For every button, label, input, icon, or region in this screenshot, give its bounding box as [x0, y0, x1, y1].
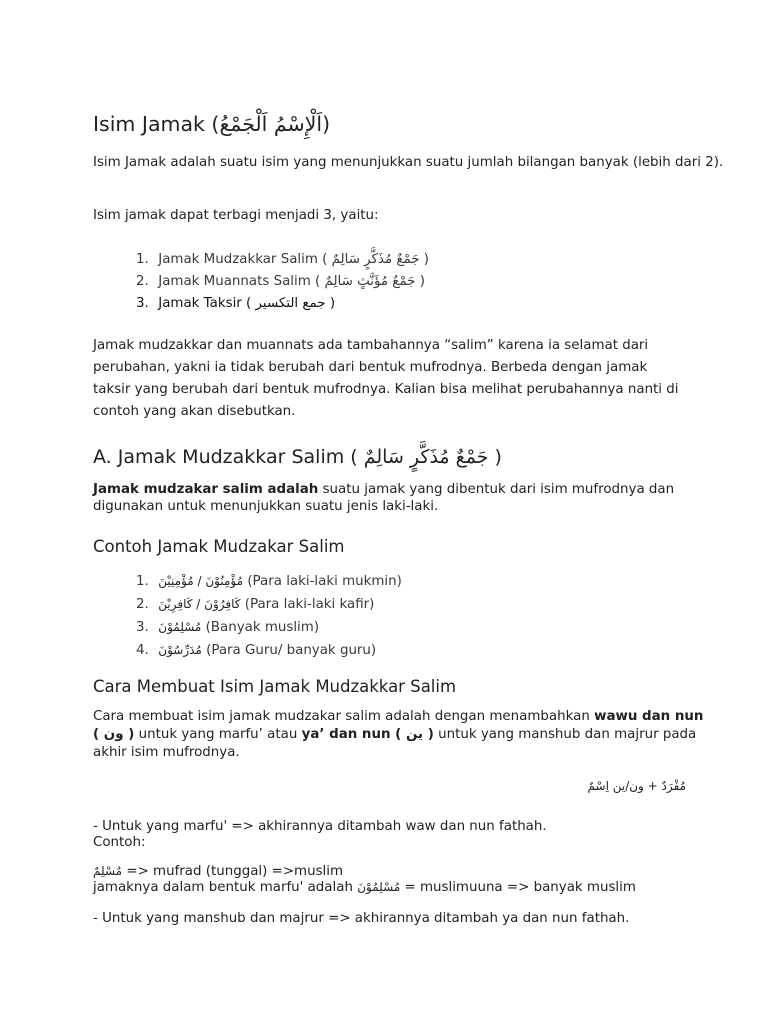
types-list: [93, 249, 728, 315]
list-item: 1. مُؤْمِنُوْنَ / مُؤْمِنِيْنَ (Para laki-laki mukmin): [136, 574, 402, 589]
page-title: Isim Jamak (اَلْإِسْمُ اَلْجَمْعُ): [93, 112, 331, 136]
contoh-label: Contoh:: [93, 835, 146, 850]
how-to-paragraph: Cara membuat isim jamak mudzakar salim adalah dengan menambahkan wawu dan nun ( ون ) untuk yang marfu’ atau ya’ dan nun ( ين ) untuk yang manshub dan majrur pada akhir isim mufrodnya.: [93, 709, 704, 760]
list-item: 2. Jamak Muannats Salim ( جَمْعٌ مُؤَنَّثٍ سَالِمٌ ): [136, 274, 425, 289]
list-item: 3. مُسْلِمُوْنَ (Banyak muslim): [136, 620, 320, 635]
division-intro: Isim jamak dapat terbagi menjadi 3, yaitu:: [93, 208, 379, 223]
marfu-suffix: wawu dan nun ( ون ): [93, 709, 704, 742]
manshub-rule: - Untuk yang manshub dan majrur => akhirannya ditambah ya dan nun fathah.: [93, 911, 630, 926]
jamak-line: jamaknya dalam bentuk marfu' adalah مُسْلِمُوْنَ = muslimuuna => banyak muslim: [93, 880, 636, 895]
how-to-heading: Cara Membuat Isim Jamak Mudzakkar Salim: [93, 677, 457, 696]
intro-paragraph: Isim Jamak adalah suatu isim yang menunjukkan suatu jumlah bilangan banyak (lebih dari 2).: [93, 155, 724, 170]
list-item: 3. Jamak Taksir ( جمع التكسير ): [136, 296, 336, 311]
manshub-suffix: ya’ dan nun ( ين ): [301, 727, 434, 742]
explanation-paragraph: Jamak mudzakkar dan muannats ada tambahannya “salim” karena ia selamat dari perubahan, yakni ia tidak berubah dari bentuk mufrodnya. Berbeda dengan jamak taksir yang berubah dari bentuk mufrodnya. Kalian bisa melihat perubahannya nanti di contoh yang akan disebutkan.: [93, 338, 679, 419]
list-item: 4. مُدَرِّسُوْنَ (Para Guru/ banyak guru): [136, 643, 377, 658]
section-a-heading: A. Jamak Mudzakkar Salim ( جَمْعٌ مُذَكَّرٍ سَالِمٌ ): [93, 446, 502, 468]
formula-arabic: مُفْرَدٌ + ون/ين اِسْمٌ: [587, 779, 686, 793]
definition-term: Jamak mudzakar salim adalah: [93, 482, 319, 497]
mufrad-line: مُسْلِمٌ => mufrad (tunggal) =>muslim: [93, 864, 344, 879]
list-item: 1. Jamak Mudzakkar Salim ( جَمْعٌ مُذَكَّرٍ سَالِمٌ ): [136, 252, 430, 267]
examples-list: [93, 570, 728, 662]
marfu-rule: - Untuk yang marfu' => akhirannya ditambah waw dan nun fathah.: [93, 819, 547, 834]
list-item: 2. كَافِرُوْنَ / كَافِرِيْنَ (Para laki-laki kafir): [136, 597, 375, 612]
examples-heading: Contoh Jamak Mudzakar Salim: [93, 537, 345, 556]
section-a-definition: Jamak mudzakar salim adalah suatu jamak yang dibentuk dari isim mufrodnya dan digunakan untuk menunjukkan suatu jenis laki-laki.: [93, 482, 675, 514]
